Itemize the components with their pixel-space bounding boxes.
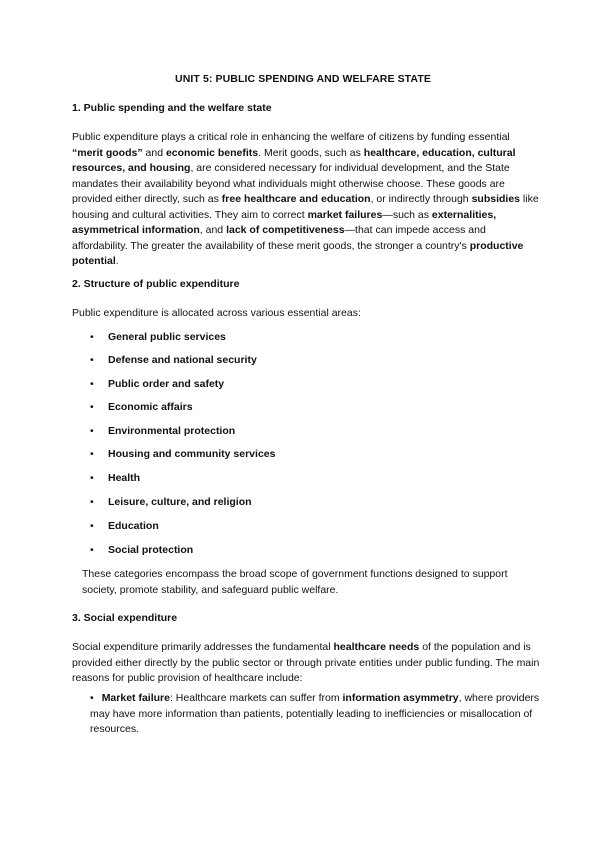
list-item: • Leisure, culture, and religion (90, 496, 252, 508)
list-item: • Environmental protection (90, 425, 236, 437)
section-3-heading: 3. Social expenditure (72, 612, 178, 624)
list-item: • Education (90, 520, 159, 532)
page-title: UNIT 5: PUBLIC SPENDING AND WELFARE STATE (175, 73, 431, 85)
list-item: • Social protection (90, 544, 194, 556)
section-3-paragraph: Social expenditure primarily addresses the fundamental healthcare needs of the population and is provided either directly by the public sector or through private entities under public funding. The main reasons for public provision of healthcare include: (72, 641, 540, 684)
section-1-heading: 1. Public spending and the welfare state (72, 102, 272, 114)
list-item: • Health (90, 472, 141, 484)
list-item: • Economic affairs (90, 401, 193, 413)
section-2-intro: Public expenditure is allocated across various essential areas: (72, 307, 361, 319)
list-item: • Housing and community services (90, 448, 276, 460)
list-item: • General public services (90, 331, 226, 343)
list-item: • Defense and national security (90, 354, 257, 366)
section-1-paragraph: Public expenditure plays a critical role in enhancing the welfare of citizens by funding essential “merit goods” and economic benefits. Merit goods, such as healthcare, education, cultural resources, and housing, are considered necessary for individual development, and the State mandates their availability beyond what individuals might otherwise choose. These goods are provided either directly, such as free healthcare and education, or indirectly through subsidies like housing and cultural activities. They aim to correct market failures—such as externalities, asymmetrical information, and lack of competitiveness—that can impede access and affordability. The greater the availability of these merit goods, the stronger a country's productive potential. (72, 131, 539, 267)
market-failure-bullet: • Market failure: Healthcare markets can suffer from information asymmetry, where providers may have more information than patients, potentially leading to inefficiencies or misallocation of resources. (90, 692, 540, 735)
list-item: • Public order and safety (90, 378, 225, 390)
section-2-note: These categories encompass the broad scope of government functions designed to support society, promote stability, and safeguard public welfare. (82, 568, 508, 596)
section-2-heading: 2. Structure of public expenditure (72, 278, 240, 290)
